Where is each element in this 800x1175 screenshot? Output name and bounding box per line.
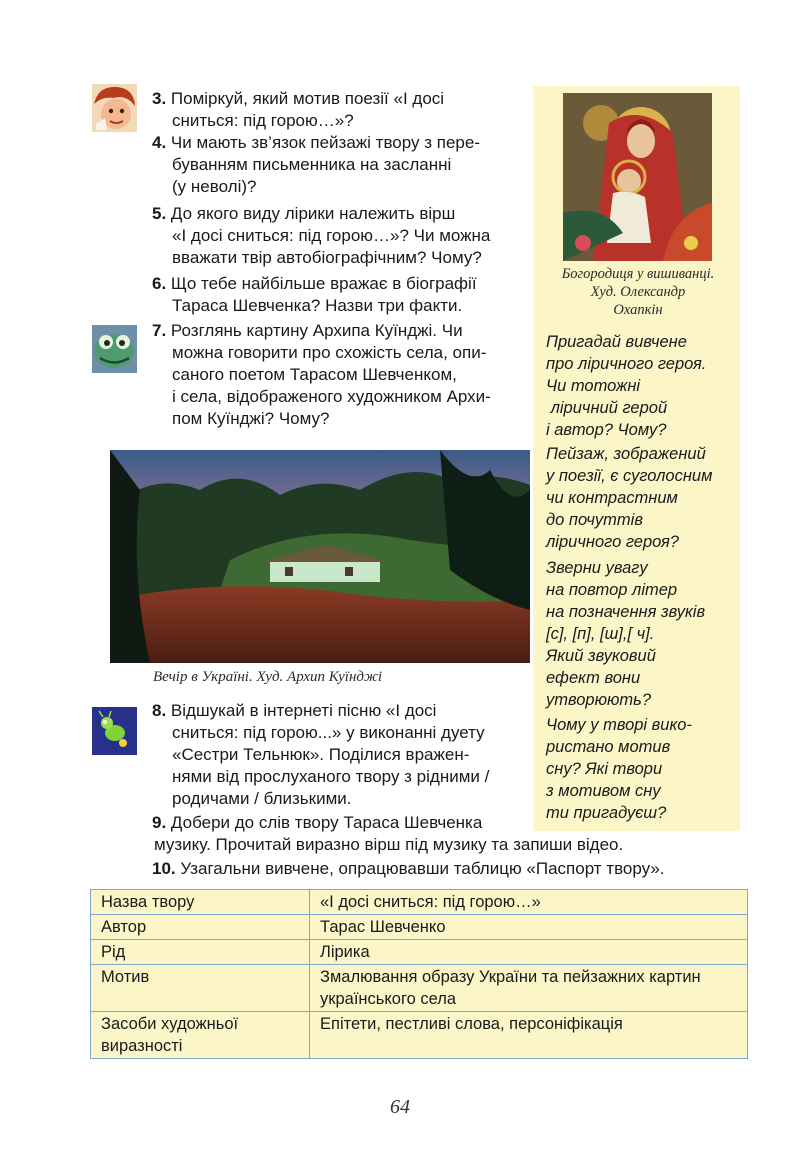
question-number: 7. xyxy=(152,321,167,340)
note-line: утворюють? xyxy=(546,691,652,709)
question-text: можна говорити про схожість села, опи- xyxy=(172,343,487,362)
question-number: 10. xyxy=(152,859,176,878)
question-text: Тараса Шевченка? Назви три факти. xyxy=(172,296,463,315)
table-cell-value: Лірика xyxy=(310,940,748,965)
passport-table xyxy=(90,889,748,1059)
note-line: на позначення звуків xyxy=(546,603,706,621)
question-number: 5. xyxy=(152,204,167,223)
note-line: Який звуковий xyxy=(546,647,656,665)
sidebar-note-landscape xyxy=(546,443,736,553)
table-cell-value: «І досі сниться: під горою…» xyxy=(310,890,748,915)
page-number: 64 xyxy=(390,1096,410,1118)
note-line: Пейзаж, зображений xyxy=(546,445,706,463)
question-text: сниться: під горою…»? xyxy=(172,111,354,130)
table-cell-label: Засоби художньої виразності xyxy=(91,1012,310,1059)
table-cell-value: Змалювання образу України та пейзажних картин українського села xyxy=(310,965,748,1012)
table-cell-label: Назва твору xyxy=(91,890,310,915)
sidebar-note-dream-motif xyxy=(546,714,736,824)
table-cell-label: Рід xyxy=(91,940,310,965)
question-text: Відшукай в інтернеті пісню «І досі xyxy=(170,701,437,720)
question-text: саного поетом Тарасом Шевченком, xyxy=(172,365,457,384)
note-line: про ліричного героя. xyxy=(546,355,707,373)
table-row xyxy=(91,940,748,965)
question-text: Що тебе найбільше вражає в біографії xyxy=(170,274,477,293)
note-line: ліричний герой xyxy=(546,399,668,417)
note-line: ліричного героя? xyxy=(546,533,679,551)
question-text: Чи мають зв’язок пейзажі твору з пере- xyxy=(170,133,480,152)
sidebar-note-lyric-hero xyxy=(546,331,736,441)
note-line: Чи тотожні xyxy=(546,377,641,395)
caption-line: Худ. Олександр xyxy=(590,284,686,300)
note-line: у поезії, є суголосним xyxy=(546,467,713,485)
note-line: [с], [п], [ш],[ ч]. xyxy=(546,625,655,643)
question-text: вважати твір автобіографічним? Чому? xyxy=(172,248,482,267)
table-row xyxy=(91,915,748,940)
question-text: родичами / близькими. xyxy=(172,789,352,808)
caption-line: Охапкін xyxy=(613,302,663,318)
icon-painting-caption xyxy=(540,265,736,319)
table-cell-value: Епітети, пестливі слова, персоніфікація xyxy=(310,1012,748,1059)
note-line: до почуттів xyxy=(546,511,643,529)
question-5 xyxy=(152,203,490,269)
question-10 xyxy=(152,858,665,880)
question-text: «І досі сниться: під горою…»? Чи можна xyxy=(172,226,491,245)
question-text: пом Куїнджі? Чому? xyxy=(172,409,330,428)
question-number: 8. xyxy=(152,701,167,720)
question-7 xyxy=(152,320,491,430)
note-line: на повтор літер xyxy=(546,581,678,599)
note-line: і автор? Чому? xyxy=(546,421,667,439)
note-line: ефект вони xyxy=(546,669,641,687)
beetle-icon xyxy=(92,707,137,755)
note-line: Чому у творі вико- xyxy=(546,716,692,734)
question-4 xyxy=(152,132,480,198)
table-row xyxy=(91,890,748,915)
boy-face-icon xyxy=(92,84,137,132)
note-line: Пригадай вивчене xyxy=(546,333,687,351)
table-row xyxy=(91,1012,748,1059)
note-line: сну? Які твори xyxy=(546,760,663,778)
question-text: сниться: під горою...» у виконанні дуету xyxy=(172,723,485,742)
question-text: Добери до слів твору Тараса Шевченка xyxy=(170,813,483,832)
question-text: буванням письменника на засланні xyxy=(172,155,452,174)
painting-evening-in-ukraine xyxy=(110,450,530,663)
table-cell-value: Тарас Шевченко xyxy=(310,915,748,940)
question-text: і села, відображеного художником Архи- xyxy=(172,387,491,406)
icon-painting-madonna xyxy=(563,93,712,261)
question-text: До якого виду лірики належить вірш xyxy=(170,204,456,223)
question-3 xyxy=(152,88,444,132)
question-text: Поміркуй, який мотив поезії «І досі xyxy=(170,89,445,108)
table-cell-label: Мотив xyxy=(91,965,310,1012)
question-8 xyxy=(152,700,489,810)
note-line: чи контрастним xyxy=(546,489,678,507)
table-row xyxy=(91,965,748,1012)
question-text: музику. Прочитай виразно вірш під музику та запиши відео. xyxy=(154,835,624,854)
question-text: «Сестри Тельнюк». Поділися вражен- xyxy=(172,745,470,764)
note-line: з мотивом сну xyxy=(546,782,661,800)
note-line: Зверни увагу xyxy=(546,559,648,577)
sidebar-note-sounds xyxy=(546,557,736,711)
painting-caption: Вечір в Україні. Худ. Архип Куїнджі xyxy=(153,669,383,685)
question-6 xyxy=(152,273,477,317)
caption-line: Богородиця у вишиванці. xyxy=(561,266,715,282)
question-text: нями від прослуханого твору з рідними / xyxy=(172,767,490,786)
frog-face-icon xyxy=(92,325,137,373)
note-line: ти пригадуєш? xyxy=(546,804,667,822)
question-number: 3. xyxy=(152,89,167,108)
question-number: 4. xyxy=(152,133,167,152)
question-text: Узагальни вивчене, опрацювавши таблицю «Паспорт твору». xyxy=(180,859,665,878)
table-cell-label: Автор xyxy=(91,915,310,940)
note-line: ристано мотив xyxy=(546,738,671,756)
question-text: Розглянь картину Архипа Куїнджі. Чи xyxy=(170,321,463,340)
question-text: (у неволі)? xyxy=(172,177,257,196)
question-number: 9. xyxy=(152,813,167,832)
question-number: 6. xyxy=(152,274,167,293)
